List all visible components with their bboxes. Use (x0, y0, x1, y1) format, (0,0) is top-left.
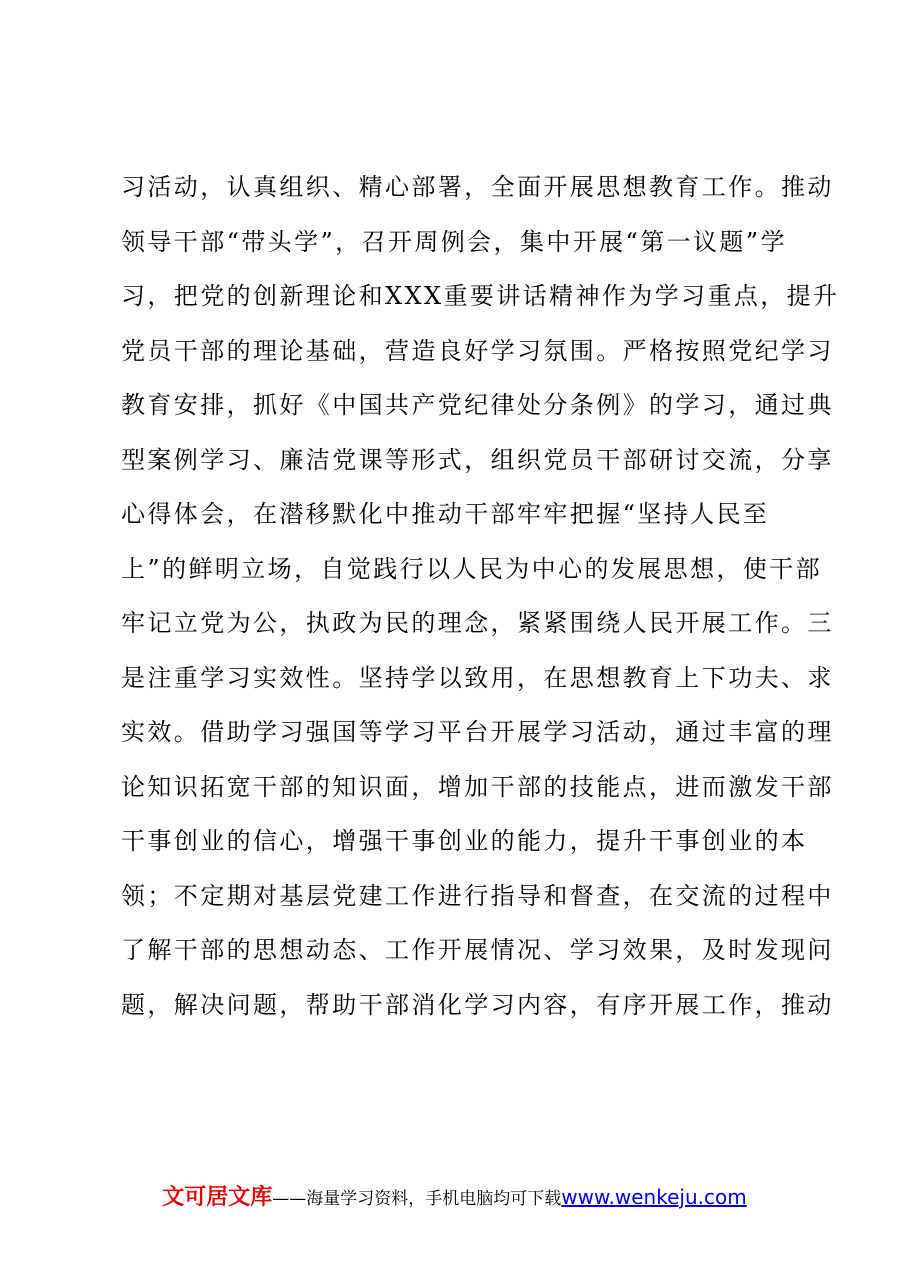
body-line: 上”的鲜明立场，自觉践行以人民为中心的发展思想，使干部 (121, 554, 823, 583)
document-body (121, 165, 840, 1037)
body-line: 习，把党的创新理论和XXX重要讲话精神作为学习重点，提升 (121, 282, 840, 310)
body-line: 干事创业的信心，增强干事创业的能力，提升干事创业的本 (121, 827, 808, 855)
body-line: 党员干部的理论基础，营造良好学习氛围。严格按照党纪学习 (121, 336, 834, 365)
body-line: 型案例学习、廉洁党课等形式，组织党员干部研讨交流，分享 (121, 445, 834, 474)
body-line: 是注重学习实效性。坚持学以致用，在思想教育上下功夫、求 (121, 663, 834, 692)
footer-banner (0, 1180, 909, 1211)
body-line: 论知识拓宽干部的知识面，增加干部的技能点，进而激发干部 (121, 772, 834, 801)
body-line: 心得体会，在潜移默化中推动干部牢牢把握“坚持人民至 (121, 500, 770, 528)
body-line: 教育安排，抓好《中国共产党纪律处分条例》的学习，通过典 (121, 391, 834, 419)
body-line: 领；不定期对基层党建工作进行指导和督查，在交流的过程中 (121, 881, 834, 910)
footer-tagline: ——海量学习资料，手机电脑均可下载 (272, 1189, 562, 1209)
body-line: 习活动，认真组织、精心部署，全面开展思想教育工作。推动 (121, 173, 834, 201)
body-line: 题，解决问题，帮助干部消化学习内容，有序开展工作，推动 (121, 990, 834, 1019)
body-line: 了解干部的思想动态、工作开展情况、学习效果，及时发现问 (121, 936, 834, 964)
footer-url-link[interactable]: www.wenkeju.com (561, 1185, 747, 1209)
footer-brand: 文可居文库 (162, 1185, 273, 1210)
body-line: 牢记立党为公，执政为民的理念，紧紧围绕人民开展工作。三 (121, 609, 834, 637)
body-line: 实效。借助学习强国等学习平台开展学习活动，通过丰富的理 (121, 718, 834, 746)
body-line: 领导干部“带头学”，召开周例会，集中开展“第一议题”学 (121, 227, 787, 256)
